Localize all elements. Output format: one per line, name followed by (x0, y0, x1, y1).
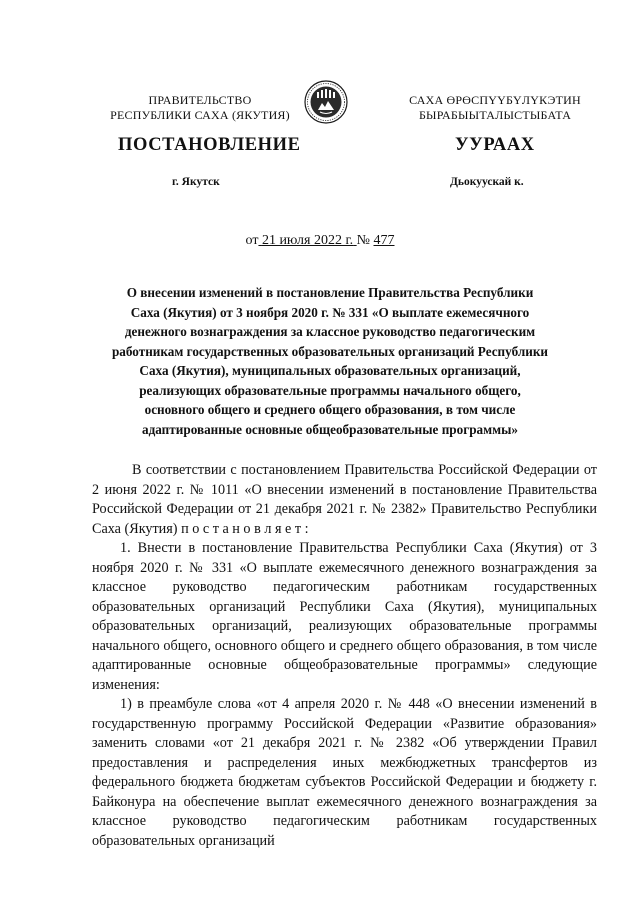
heading-line: адаптированные основные общеобразовательные программы» (142, 421, 518, 437)
city-russian: г. Якутск (172, 176, 220, 188)
decree-body (92, 461, 597, 851)
body-paragraph-preamble: В соответствии с постановлением Правительства Российской Федерации от 2 июня 2022 г. № 1011 «О внесении изменений в постановление Правительства Российской Федерации от 21 декабря 2021 г. № 2382» Правительство Республики Саха (Якутия) п о с т а н о в л я е т : (92, 462, 597, 537)
decree-number: 477 (373, 233, 395, 248)
heading-line: Саха (Якутия) от 3 ноября 2020 г. № 331 «О выплате ежемесячного (130, 304, 530, 320)
decree-dateline (0, 233, 640, 249)
header-left-line2: РЕСПУБЛИКИ САХА (ЯКУТИЯ) (110, 108, 290, 122)
heading-line: О внесении изменений в постановление Правительства Республики (126, 285, 534, 300)
heading-line: реализующих образовательные программы начального общего, (139, 382, 521, 398)
heading-line: Саха (Якутия), муниципальных образовательных организаций, (139, 363, 521, 378)
number-label: № (356, 233, 370, 248)
title-russian: ПОСТАНОВЛЕНИЕ (118, 135, 301, 155)
body-paragraph-subitem-1: 1) в преамбуле слова «от 4 апреля 2020 г. № 448 «О внесении изменений в государственную программу Российской Федерации «Развитие образования» заменить словами «от 21 декабря 2021 г. № 2382 «Об утверждении Правил предоставления и распределения иных межбюджетных трансфертов из федерального бюджета бюджетам субъектов Российской Федерации и бюджету г. Байконура на обеспечение выплат ежемесячного денежного вознаграждения за классное руководство педагогическим работникам государственных образовательных организаций (92, 696, 597, 849)
header-right-line1: САХА ӨРӨСПҮҮБҮЛҮКЭТИН (409, 93, 581, 107)
heading-line: работникам государственных образовательных организаций Республики (111, 343, 549, 359)
coat-of-arms-icon (304, 80, 348, 124)
date-prefix: от (245, 233, 259, 248)
header-right-line2: БЫРАБЫЫТАЛЫСТЫБАТА (418, 108, 572, 122)
header-left-org (100, 93, 300, 123)
body-paragraph-item-1: 1. Внести в постановление Правительства Республики Саха (Якутия) от 3 ноября 2020 г. № 331 «О выплате ежемесячного денежного вознаграждения за классное руководство педагогическим работникам государственных образовательных организаций Республики Саха (Якутия), муниципальных образовательных организаций, реализующих образовательные программы начального общего, основного общего и среднего общего образования, в том числе адаптированные основные общеобразовательные программы» следующие изменения: (92, 540, 597, 693)
decree-heading (95, 283, 565, 439)
title-yakut: УУРААХ (455, 135, 535, 155)
decree-date: 21 июля 2022 г. (261, 233, 354, 248)
heading-line: денежного вознаграждения за классное руководство педагогическим (124, 324, 536, 339)
city-yakut: Дьокуускай к. (450, 176, 524, 188)
header-right-org (395, 93, 595, 123)
header-left-line1: ПРАВИТЕЛЬСТВО (148, 93, 252, 107)
heading-line: основного общего и среднего общего образования, в том числе (144, 402, 516, 417)
